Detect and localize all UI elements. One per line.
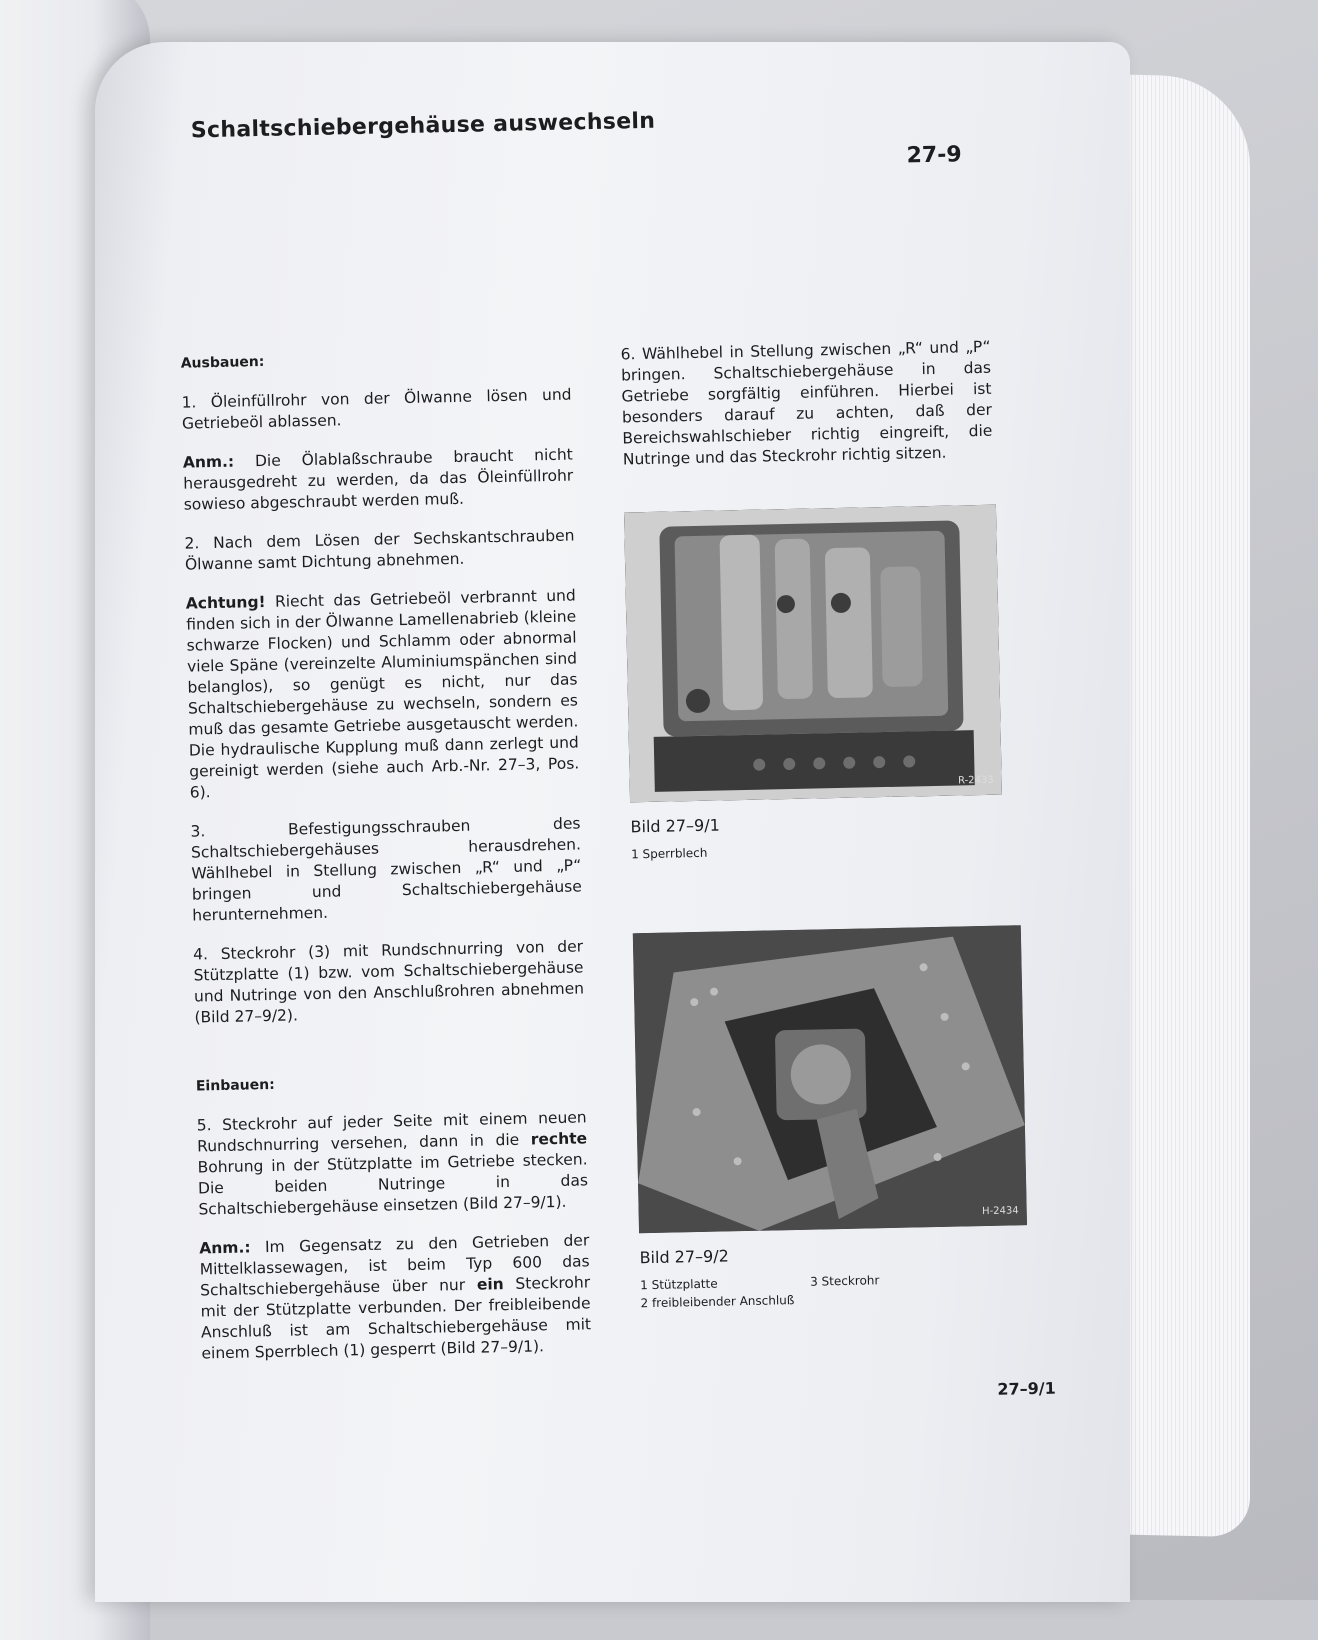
step-5-text-b: Bohrung in der Stützplatte im Getriebe stecken. Die beiden Nutringe in das Schaltschiebergehäuse einsetzen (Bild 27–9/1). — [197, 1150, 589, 1219]
heading-remove: Ausbauen: — [180, 353, 265, 372]
step-3: 3. Befestigungsschrauben des Schaltschiebergehäuses herausdrehen. Wählhebel in Stellung zwischen „R“ und „P“ bringen und Schaltschiebergehäuse herunternehmen. — [190, 814, 582, 925]
note-2-text-b: Steckrohr mit der Stützplatte verbunden. Der freibleibende Anschluß ist am Schaltschiebergehäuse mit einem Sperrblech (1) gesperrt (Bild 27–9/1). — [200, 1273, 592, 1363]
heading-install: Einbauen: — [195, 1076, 275, 1095]
step-5 — [197, 1107, 589, 1220]
warning — [186, 585, 580, 803]
step-5-text-a: 5. Steckrohr auf jeder Seite mit einem neuen Rundschnurring versehen, dann in die — [196, 1108, 587, 1156]
photo-2-code: H-2434 — [982, 1205, 1019, 1218]
figure-27-9-2-photo — [633, 925, 1027, 1233]
note-1-text: Die Ölablaßschraube braucht nicht herausgedreht zu werden, da das Öleinfüllrohr sowieso abgeschraubt werden muß. — [183, 445, 574, 514]
note-2-text-a: Im Gegensatz zu den Getrieben der Mittelklassewagen, ist beim Typ 600 das Schaltschiebergehäuse über nur — [199, 1231, 590, 1300]
legend-item-2: 2 freibleibender Anschluß — [640, 1293, 795, 1311]
note-1 — [183, 444, 574, 515]
figure-27-9-1-caption: Bild 27–9/1 — [630, 815, 720, 837]
figure-27-9-2-caption: Bild 27–9/2 — [639, 1246, 729, 1268]
chapter-number: 27-9 — [906, 142, 962, 169]
note-1-label: Anm.: — [182, 452, 235, 472]
step-6: 6. Wählhebel in Stellung zwischen „R“ und „P“ bringen. Schaltschiebergehäuse in das Getriebe sorgfältig einführen. Hierbei ist besonders darauf zu achten, daß der Bereichswahlschieber richtig eingreift, die Nutringe und das Steckrohr richtig sitzen. — [620, 337, 993, 469]
warning-label: Achtung! — [185, 592, 266, 613]
left-column — [181, 346, 592, 1383]
note-2 — [199, 1230, 592, 1364]
step-4: 4. Steckrohr (3) mit Rundschnurring von der Stützplatte (1) bzw. vom Schaltschiebergehäuse und Nutringe von den Anschlußrohren abnehmen (Bild 27–9/2). — [192, 937, 585, 1027]
valve-body-image — [624, 505, 1002, 803]
page-title: Schaltschiebergehäuse auswechseln — [190, 108, 656, 144]
step-1: 1. Öleinfüllrohr von der Ölwanne lösen und Getriebeöl ablassen. — [181, 385, 572, 433]
warning-text: Riecht das Getriebeöl verbrannt und finden sich in der Ölwanne Lamellenabrieb (kleine schwarze Flocken) und Schlamm oder abnormal viele Späne (vereinzelte Aluminiumspänchen sind belanglos), so genügt es nicht, nur das Schaltschiebergehäuse zu wechseln, sondern es muß das gesamte Getriebe ausgetauscht werden. Die hydraulische Kupplung muß dann zerlegt und gereinigt werden (siehe auch Arb.-Nr. 27–3, Pos. 6). — [186, 586, 580, 802]
page-number: 27–9/1 — [997, 1378, 1056, 1399]
note-2-label: Anm.: — [199, 1238, 251, 1258]
legend-item-1: 1 Stützplatte — [640, 1276, 718, 1293]
figure-27-9-1-photo — [624, 505, 1002, 803]
step-5-bold: rechte — [530, 1129, 588, 1149]
legend-item-3: 3 Steckrohr — [809, 1273, 880, 1289]
figure-27-9-2-legend — [640, 1269, 1011, 1313]
step-2: 2. Nach dem Lösen der Sechskantschrauben Ölwanne samt Dichtung abnehmen. — [184, 526, 575, 574]
photo-1-code: R-2433 — [957, 774, 994, 787]
note-2-bold: ein — [476, 1275, 504, 1294]
right-column — [620, 337, 1019, 1313]
support-plate-image — [633, 925, 1027, 1233]
figure-27-9-1-legend: 1 Sperrblech — [630, 845, 708, 862]
